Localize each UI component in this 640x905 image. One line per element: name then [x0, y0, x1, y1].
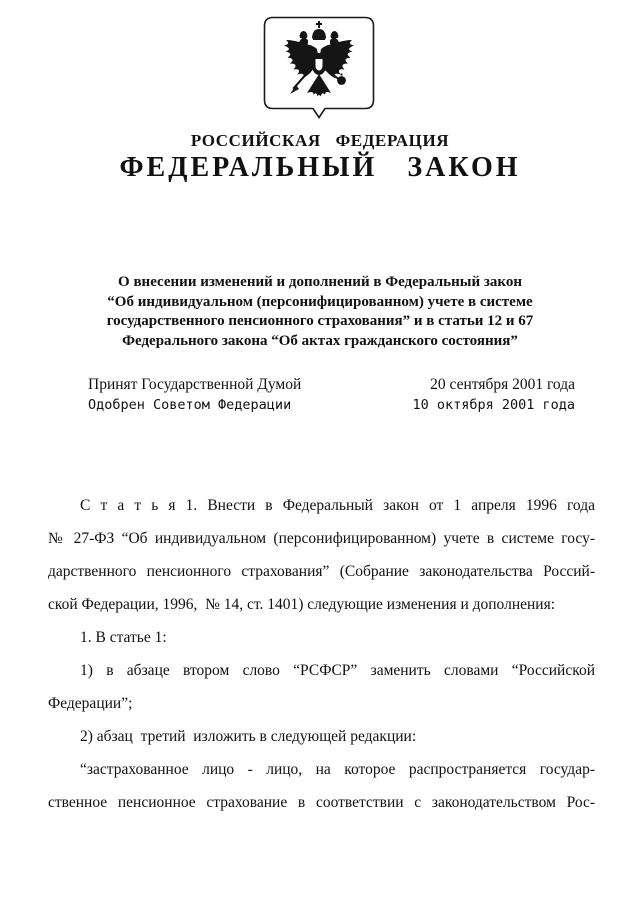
adoption-row-council — [88, 397, 575, 418]
body-line: С т а т ь я 1. Внести в Федеральный закон от 1 апреля 1996 года — [80, 497, 595, 514]
body-line: “застрахованное лицо - лицо, на которое распространяется государ- — [80, 761, 595, 778]
adopted-by-duma-date: 20 сентября 2001 года — [430, 376, 575, 393]
body-line: дарственного пенсионного страхования” (Собрание законодательства Россий- — [48, 563, 595, 580]
body-line: ской Федерации, 1996, № 14, ст. 1401) следующие изменения и дополнения: — [48, 596, 556, 613]
law-body — [48, 489, 595, 819]
adopted-by-duma-label: Принят Государственной Думой — [88, 376, 302, 393]
body-line: Федерации”; — [48, 695, 133, 712]
body-line: ственное пенсионное страхование в соответствии с законодательством Рос- — [48, 794, 595, 811]
adoption-row-duma — [88, 376, 575, 397]
body-line: № 27-ФЗ “Об индивидуальном (персонифицированном) учете в системе госу- — [48, 530, 595, 547]
law-title — [60, 273, 580, 351]
approved-by-council-label: Одобрен Советом Федерации — [88, 397, 292, 413]
law-title-line: государственного пенсионного страхования” и в статьи 12 и 67 — [106, 313, 534, 329]
document-type-heading: ФЕДЕРАЛЬНЫЙ ЗАКОН — [119, 152, 521, 183]
body-line: 1) в абзаце втором слово “РСФСР” заменить словами “Российской — [80, 662, 595, 679]
approved-by-council-date: 10 октября 2001 года — [412, 397, 575, 413]
law-title-line: О внесении изменений и дополнений в Федеральный закон — [118, 274, 522, 290]
adoption-block — [88, 376, 575, 418]
law-title-line: Федерального закона “Об актах гражданского состояния” — [122, 332, 518, 349]
russian-coat-of-arms-icon — [263, 16, 375, 120]
country-heading: РОССИЙСКАЯ ФЕДЕРАЦИЯ — [190, 131, 450, 150]
body-line: 1. В статье 1: — [80, 629, 167, 646]
body-line: 2) абзац третий изложить в следующей редакции: — [80, 728, 417, 745]
law-title-line: “Об индивидуальном (персонифицированном) учете в системе — [107, 293, 533, 310]
